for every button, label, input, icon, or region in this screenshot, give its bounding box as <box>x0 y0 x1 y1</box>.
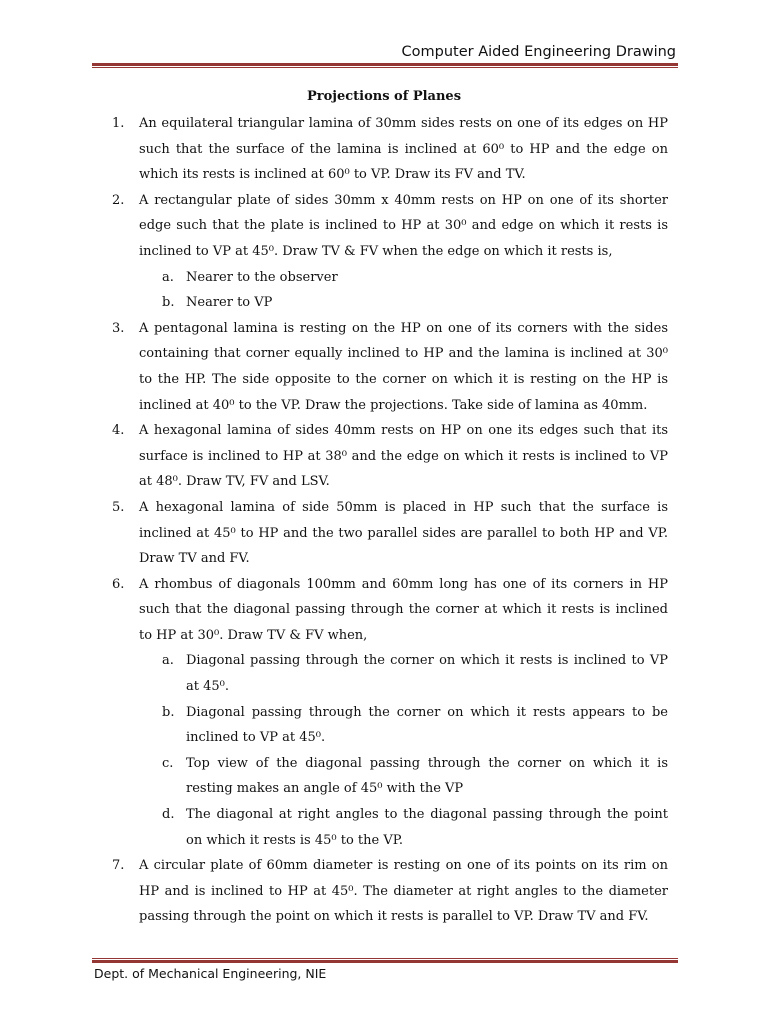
sub-list-item <box>112 751 668 802</box>
list-item <box>112 111 668 188</box>
footer-rule-thin <box>92 958 678 959</box>
item-text: A hexagonal lamina of side 50mm is placed in HP such that the surface is inclined at 45⁰ to HP and the two parallel sides are parallel to both HP and VP. Draw TV and FV. <box>139 499 668 567</box>
subitem-letter: d. <box>162 807 175 823</box>
header-title: Computer Aided Engineering Drawing <box>401 44 676 60</box>
subitem-text: The diagonal at right angles to the diagonal passing through the point on which it rests is 45⁰ to the VP. <box>186 807 668 848</box>
item-number: 1. <box>112 116 125 131</box>
footer-text: Dept. of Mechanical Engineering, NIE <box>94 966 327 981</box>
item-number: 6. <box>112 576 125 592</box>
sub-list-item <box>112 648 668 699</box>
subitem-text: Nearer to the observer <box>186 269 338 285</box>
subitem-text: Nearer to VP <box>186 295 273 311</box>
page-header <box>92 42 678 68</box>
subitem-text: Diagonal passing through the corner on which it rests appears to be inclined to VP at 45⁰. <box>186 704 668 746</box>
list-item <box>112 495 668 572</box>
header-rule-thin <box>92 67 678 68</box>
list-item <box>112 418 668 495</box>
sub-list-item <box>112 290 668 316</box>
subitem-letter: a. <box>162 269 174 285</box>
sub-list-item <box>112 802 668 853</box>
subitem-letter: c. <box>162 755 174 771</box>
subitem-letter: b. <box>162 295 175 311</box>
subitem-text: Diagonal passing through the corner on which it rests is inclined to VP at 45⁰. <box>186 653 668 695</box>
item-text: A pentagonal lamina is resting on the HP on one of its corners with the sides containing that corner equally inclined to HP and the lamina is inclined at 30⁰ to the HP. The side opposite to the corner on which it is resting on the HP is inclined at 40⁰ to the VP. Draw the projections. Take side of lamina as 40mm. <box>139 320 668 413</box>
list-item <box>112 188 668 265</box>
sub-list-item <box>112 265 668 291</box>
item-number: 5. <box>112 499 125 515</box>
problem-list <box>112 111 668 930</box>
item-number: 2. <box>112 192 125 208</box>
header-rule-thick <box>92 63 678 66</box>
item-number: 4. <box>112 423 125 439</box>
list-item <box>112 316 668 418</box>
list-item <box>112 853 668 930</box>
item-number: 7. <box>112 858 125 874</box>
item-text: An equilateral triangular lamina of 30mm sides rests on one of its edges on HP such that the surface of the lamina is inclined at 60⁰ to HP and the edge on which its rests is inclined at 60⁰ to VP. Draw its FV and TV. <box>139 116 668 183</box>
item-text: A rhombus of diagonals 100mm and 60mm long has one of its corners in HP such that the diagonal passing through the corner at which it rests is inclined to HP at 30⁰. Draw TV & FV when, <box>139 576 668 643</box>
page-title: Projections of Planes <box>306 89 462 104</box>
list-item <box>112 572 668 649</box>
footer-rule-thick <box>92 960 678 963</box>
subitem-letter: a. <box>162 653 174 669</box>
sub-list-item <box>112 700 668 751</box>
subitem-letter: b. <box>162 704 175 720</box>
item-text: A rectangular plate of sides 30mm x 40mm rests on HP on one of its shorter edge such that the plate is inclined to HP at 30⁰ and edge on which it rests is inclined to VP at 45⁰. Draw TV & FV when the edge on which it rests is, <box>139 192 668 259</box>
subitem-text: Top view of the diagonal passing through the corner on which it is resting makes an angle of 45⁰ with the VP <box>186 755 668 797</box>
item-text: A circular plate of 60mm diameter is resting on one of its points on its rim on HP and is inclined to HP at 45⁰. The diameter at right angles to the diameter passing through the point on which it rests is parallel to VP. Draw TV and FV. <box>139 858 668 925</box>
item-number: 3. <box>112 320 125 336</box>
item-text: A hexagonal lamina of sides 40mm rests on HP on one its edges such that its surface is inclined to HP at 38⁰ and the edge on which it rests is inclined to VP at 48⁰. Draw TV, FV and LSV. <box>139 423 668 490</box>
